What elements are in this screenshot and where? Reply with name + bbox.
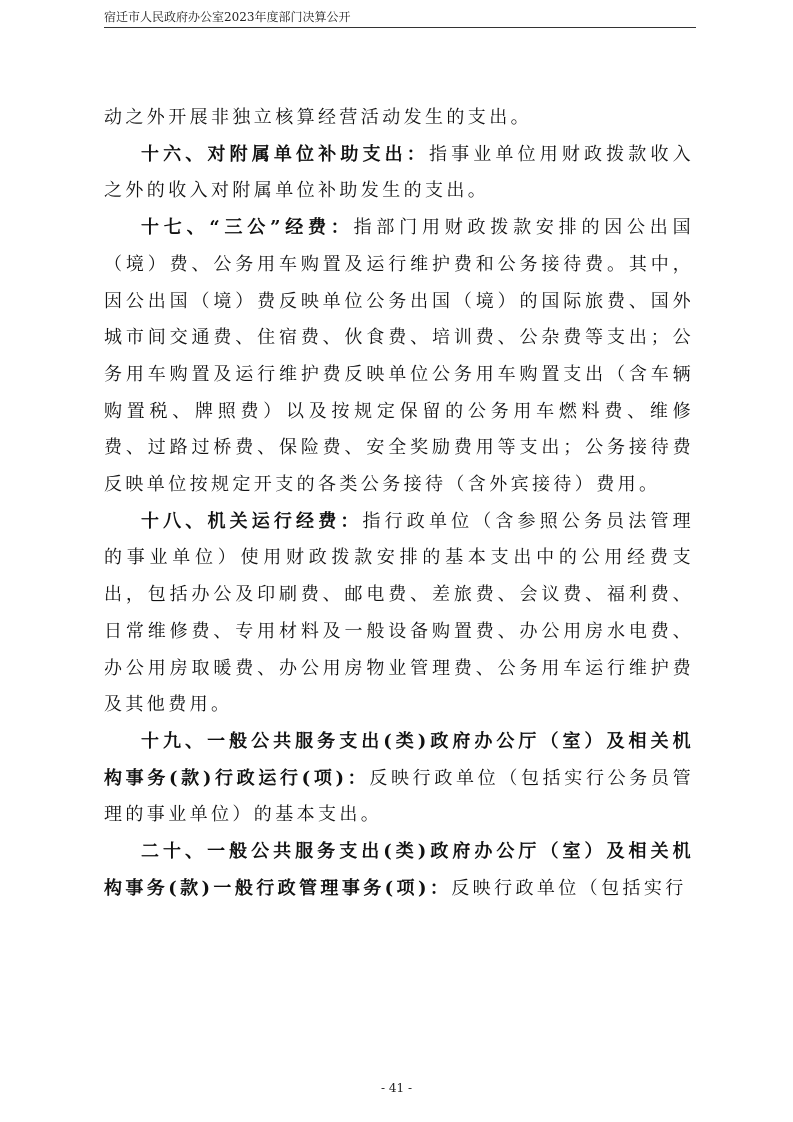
paragraph-text: 动之外开展非独立核算经营活动发生的支出。 [104,107,532,128]
page-number: - 41 - [380,1081,412,1095]
paragraph [104,210,694,504]
paragraph-text: 指部门用财政拨款安排的因公出国（境）费、公务用车购置及运行维护费和公务接待费。其中，因公出国（境）费反映单位公务出国（境）的国际旅费、国外城市间交通费、住宿费、伙食费、培训费、公杂费等支出；公务用车购置及运行维护费反映单位公务用车购置支出（含车辆购置税、牌照费）以及按规定保留的公务用车燃料费、维修费、过路过桥费、保险费、安全奖励费用等支出；公务接待费反映单位按规定开支的各类公务接待（含外宾接待）费用。 [104,217,694,496]
paragraph-heading: 十六、对附属单位补助支出： [141,143,429,165]
paragraph [104,504,694,724]
paragraph [104,100,694,137]
paragraph-heading: 十九、一般公共服务支出(类)政府办公厅（室）及相关机构事务(款)行政运行(项)： [104,730,694,789]
page-header: 宿迁市人民政府办公室2023年度部门决算公开 [104,10,351,24]
paragraph-heading: 十七、“三公”经费： [141,217,354,239]
paragraph-text: 反映行政单位（包括实行公务员管理的事业单位）的基本支出。 [104,767,695,826]
paragraph-text: 指事业单位用财政拨款收入之外的收入对附属单位补助发生的支出。 [104,143,694,202]
paragraph [104,137,694,210]
paragraph [104,834,694,907]
paragraph-text: 指行政单位（含参照公务员法管理的事业单位）使用财政拨款安排的基本支出中的公用经费支出，包括办公及印刷费、邮电费、差旅费、会议费、福利费、日常维修费、专用材料及一般设备购置费、办公用房水电费、办公用房取暖费、办公用房物业管理费、公务用车运行维护费及其他费用。 [104,510,694,716]
paragraph-text: 反映行政单位（包括实行 [451,877,687,899]
paragraph-heading: 二十、一般公共服务支出(类)政府办公厅（室）及相关机构事务(款)一般行政管理事务(项)： [104,841,694,899]
paragraph [104,724,694,834]
header-rule [104,27,696,28]
document-body [104,100,694,907]
paragraph-heading: 十八、机关运行经费： [141,510,363,532]
